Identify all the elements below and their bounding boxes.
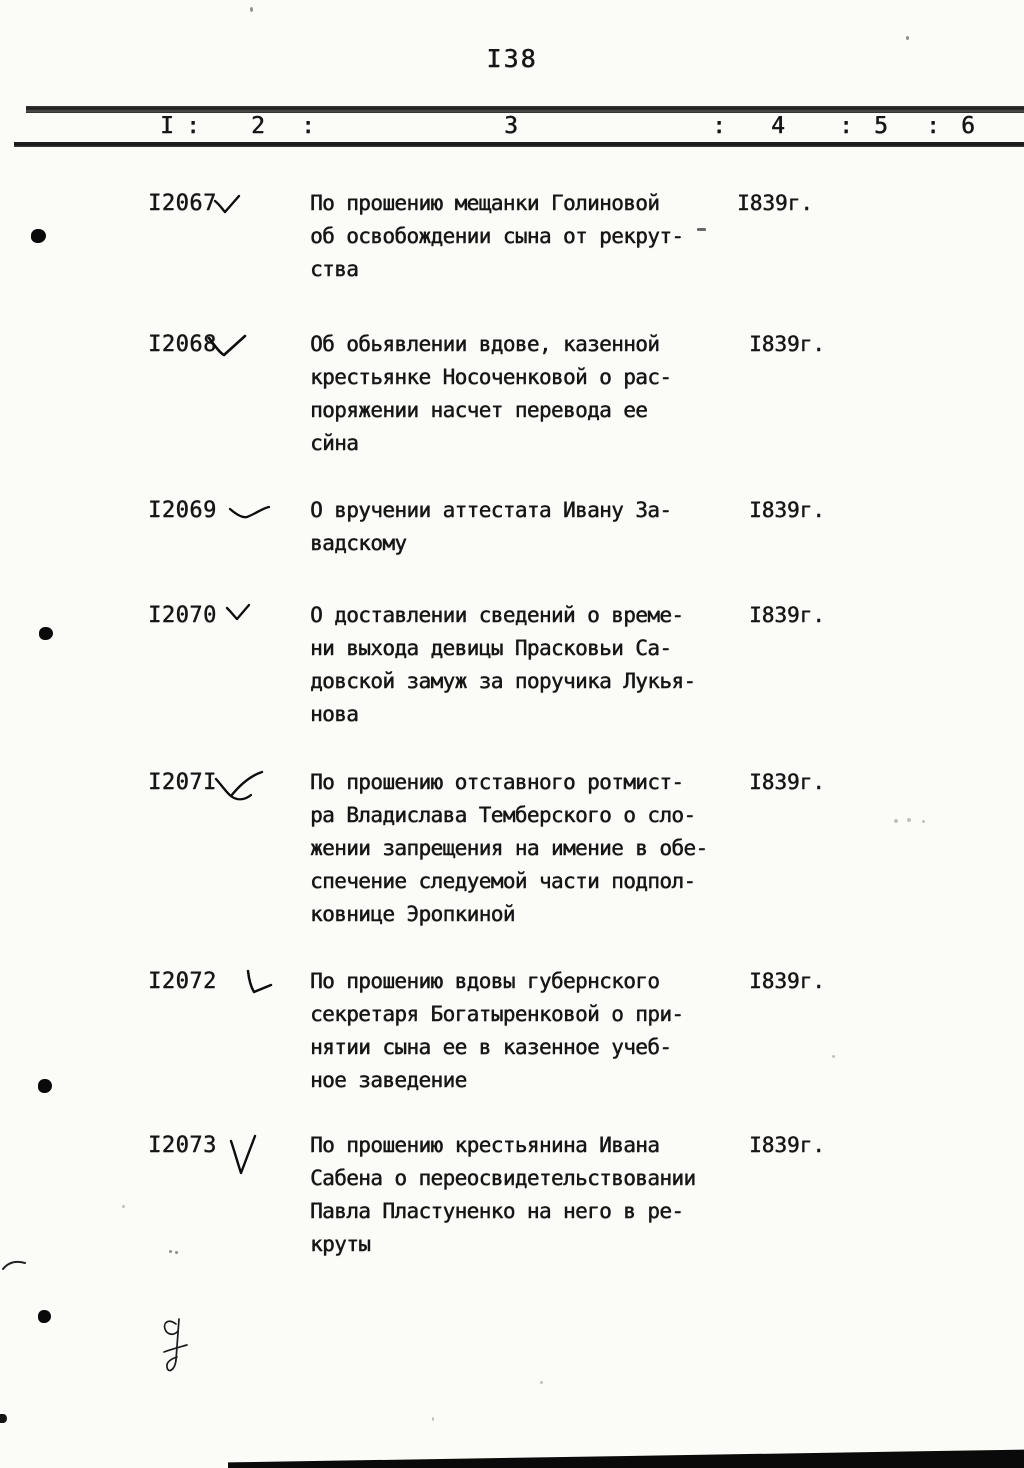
- column-separator: :: [186, 113, 200, 139]
- column-header-3: 3: [504, 113, 518, 139]
- scan-speck: [122, 1205, 125, 1208]
- column-separator: :: [301, 113, 315, 139]
- scan-speck: [175, 1251, 178, 1254]
- description-line: поряжении насчет перевода ее: [310, 398, 648, 422]
- entry-year: I839г.: [749, 1133, 825, 1157]
- table-rule-bottom: [14, 142, 1024, 147]
- entry-description: [310, 187, 683, 286]
- scan-speck: [922, 820, 925, 823]
- description-line: секретаря Богатыренковой о при-: [310, 1002, 684, 1026]
- scan-speck: [540, 1381, 543, 1384]
- page-number: I38: [486, 44, 538, 73]
- description-line: довской замуж за поручика Лукья-: [310, 669, 696, 693]
- column-header-1: I: [160, 113, 174, 139]
- column-separator: :: [712, 113, 726, 139]
- scan-speck: [906, 36, 909, 40]
- entry-year: I839г.: [749, 332, 825, 356]
- scan-speck: [832, 1055, 835, 1058]
- pen-curve-mark: [2, 1258, 28, 1272]
- entry-number: I2070: [148, 603, 217, 628]
- description-line: ства: [310, 257, 359, 281]
- entry-description: [310, 1129, 695, 1261]
- description-line: нова: [310, 702, 359, 726]
- description-line: ковнице Эропкиной: [310, 902, 515, 926]
- margin-dot: [38, 1310, 51, 1323]
- scan-speck: [697, 228, 706, 231]
- column-separator: :: [926, 113, 940, 139]
- entry-description: [310, 766, 707, 931]
- entry-number: I2068: [148, 332, 217, 357]
- entry-description: [310, 599, 695, 731]
- scan-edge-bar: [228, 1448, 1024, 1468]
- scan-speck: [250, 7, 253, 12]
- entry-year: I839г.: [749, 603, 825, 627]
- handwritten-flourish: [160, 1316, 204, 1380]
- description-line: Павла Пластуненко на него в ре-: [310, 1199, 684, 1223]
- scan-speck: [907, 818, 911, 822]
- scan-speck: [432, 1417, 434, 1421]
- column-header-6: 6: [961, 113, 975, 139]
- entry-number: I2067: [148, 191, 217, 216]
- table-rule-top: [26, 106, 1024, 113]
- description-line: нятии сына ее в казенное учеб-: [310, 1035, 672, 1059]
- description-line: об освобождении сына от рекрут-: [310, 224, 684, 248]
- entry-description: [310, 965, 683, 1097]
- description-line: По прошению вдовы губернского: [310, 969, 660, 993]
- description-line: крестьянке Носоченковой о рас-: [310, 365, 672, 389]
- checkmark-icon: [206, 332, 248, 358]
- column-header-5: 5: [874, 113, 888, 139]
- description-line: Об обьявлении вдове, казенной: [310, 332, 660, 356]
- column-header-2: 2: [251, 113, 265, 139]
- description-line: О доставлении сведений о време-: [310, 603, 684, 627]
- margin-dot: [39, 627, 53, 640]
- entry-year: I839г.: [749, 969, 825, 993]
- description-line: вадскому: [310, 531, 407, 555]
- description-line: спечение следуемой части подпол-: [310, 869, 696, 893]
- entry-year: I839г.: [749, 770, 825, 794]
- description-line: По прошению мещанки Голиновой: [310, 191, 660, 215]
- entry-description: [310, 494, 671, 560]
- entry-description: [310, 328, 671, 460]
- margin-dot: [38, 1079, 52, 1093]
- checkmark-icon: [227, 499, 271, 521]
- scan-speck: [894, 819, 898, 823]
- entry-year: I839г.: [737, 191, 813, 215]
- description-line: Сабена о переосвидетельствовании: [310, 1166, 696, 1190]
- checkmark-icon: [227, 1133, 259, 1179]
- description-line: жении запрещения на имение в обе-: [310, 836, 708, 860]
- description-line: сйна: [310, 431, 359, 455]
- margin-dot: [31, 229, 46, 243]
- column-separator: :: [839, 113, 853, 139]
- entry-number: I2073: [148, 1133, 217, 1158]
- description-line: ное заведение: [310, 1068, 467, 1092]
- column-header-4: 4: [771, 113, 785, 139]
- checkmark-icon: [213, 769, 265, 805]
- entry-number: I207I: [148, 770, 217, 795]
- scan-edge-mark: [0, 1414, 7, 1423]
- entry-year: I839г.: [749, 498, 825, 522]
- checkmark-icon: [212, 193, 242, 215]
- description-line: По прошению отставного ротмист-: [310, 770, 684, 794]
- description-line: ни выхода девицы Прасковьи Са-: [310, 636, 672, 660]
- checkmark-icon: [242, 968, 274, 996]
- description-line: По прошению крестьянина Ивана: [310, 1133, 660, 1157]
- description-line: круты: [310, 1232, 371, 1256]
- scan-speck: [169, 1250, 172, 1253]
- entry-number: I2069: [148, 498, 217, 523]
- description-line: ра Владислава Темберского о сло-: [310, 803, 696, 827]
- description-line: О вручении аттестата Ивану За-: [310, 498, 672, 522]
- checkmark-icon: [224, 602, 252, 622]
- entry-number: I2072: [148, 969, 217, 994]
